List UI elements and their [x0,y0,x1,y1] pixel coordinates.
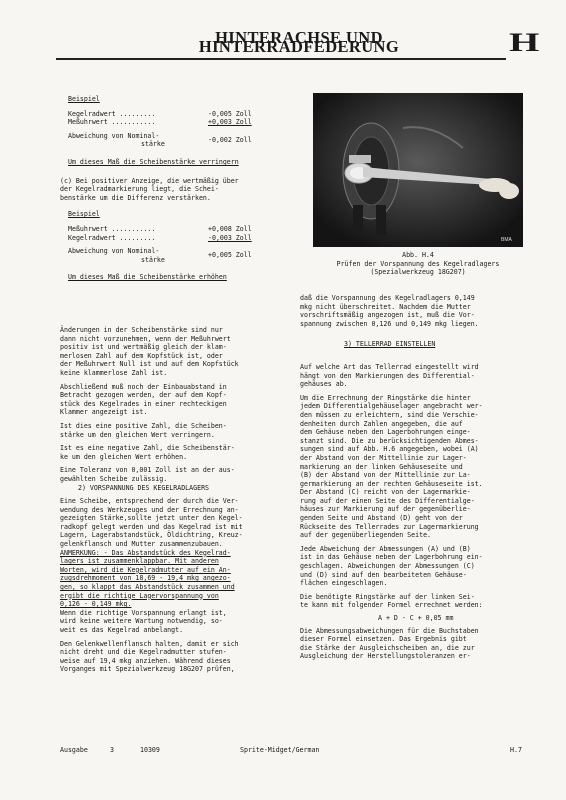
section-letter: H [509,28,540,57]
paragraph: Ist es eine negative Zahl, die Scheibenstär- ke um den gleichen Wert erhöhen. [60,444,235,461]
paragraph: Die Abmessungsabweichungen für die Buchstaben dieser Formel einsetzen. Das Ergebnis gibt die Stärke der Ausgleichscheiben an, die zur Ausgleichung der Herstellungstoleranzen er- [300,626,479,661]
photo-credit: BMA [501,237,512,243]
document-number: 10309 [140,746,160,754]
figure-photo [313,93,523,247]
figure-label: Abb. H.4 [402,251,434,259]
paragraph: Die benötigte Ringstärke auf der linken Sei- te kann mit folgender Formel errechnet werden: [300,592,483,610]
paragraph: Änderungen in der Scheibenstärke sind nur dann nicht vorzunehmen, wenn der Meßuhrwert positiv ist und wertmäßig gleich der klam- merlosen Zahl auf dem Kopfstück ist, oder der Meßuhrwert Null ist und auf dem Kopfstück keine klammerlose Zahl ist. [60,326,239,377]
section-heading: 3) TELLERRAD EINSTELLEN [344,340,436,349]
edition-number: 3 [110,746,114,754]
paragraph: Eine Toleranz von 0,001 Zoll ist an der aus- gewählten Scheibe zulässig. [60,466,235,483]
paragraph: Abschließend muß noch der Einbauabstand in Betracht gezogen werden, der auf dem Kopf- stück des Kegelrades in einer rechteckigen Klammer angezeigt ist. [60,382,227,417]
paragraph: Eine Scheibe, entsprechend der durch die Ver- wendung des Werkzeuges und der Errechnung an- gezeigten Stärke,sollte jetzt unter den Kegel- radkopf gelegt werden und das Kegelrad ist mit Lagern, Lagerabstandstück, Öldichtring, Kreuz- gelenkflansch und Mutter zusammenzubauen. [60,497,243,549]
example-1-note: Um dieses Maß die Scheibenstärke verringern [68,157,239,166]
example-2-heading: Beispiel [68,210,100,219]
section-heading: 2) VORSPANNUNG DES KEGELRADLAGERS [78,483,210,492]
left-column [60,95,300,282]
paragraph: Um die Errechnung der Ringstärke die hinter jedem Differentialgehäuselager angebracht wer- den müssen zu erleichtern, sind die Verschie- denheiten durch Zahlen angegeben, die auf dem Gehäuse neben den Lagerbohrungen einge- stanzt sind. Die zu berücksichtigenden Abmes- sungen sind auf Abb. H.6 angegeben, wobei (A) der Abstand von der Mittellinie zur Lager- markierung an der linken Gehäuseseite und (B) der Abstand von der Mittellinie zur La- germarkierung an der rechten Gehäuseseite ist. Der Abstand (C) reicht von der Lagermarkie- rung auf der einen Seite des Differentialge- häuses zur Markierung auf der gegenüberlie- genden Seite und Abstand (D) geht von der Rückseite des Tellerrades zur Lagermarkierung auf der gegenüberliegenden Seite. [300,393,483,540]
example-2-deviation: Abweichung von Nominal- stärke +0,005 Zoll [68,247,252,264]
example-2-row: Kegelradwert ......... -0,003 Zoll [68,233,252,242]
paragraph: Jede Abweichung der Abmessungen (A) und (B) ist in das Gehäuse neben der Lagerbohrung ein- geschlagen. Abweichungen der Abmessungen (C) und (D) sind auf den bearbeiteten Gehäuse- flächen eingeschlagen. [300,544,483,588]
step-c-paragraph: (c) Bei positiver Anzeige, die wertmäßig über der Kegelradmarkierung liegt, die Schei- benstärke um die Differenz verstärken. [60,176,239,202]
left-column-body [60,326,300,674]
header-rule [56,58,506,60]
paragraph: Auf welche Art das Tellerrad eingestellt wird hängt von den Markierungen des Differential- gehäuses ab. [300,362,479,389]
model-name: Sprite-Midget/German [240,746,320,754]
paragraph: Wenn die richtige Vorspannung erlangt ist, wird keine weitere Wartung notwendig, so- weit es das Kegelrad anbelangt. [60,608,227,634]
figure-caption [300,251,536,277]
page-header [0,0,566,60]
paragraph: Den Gelenkwellenflansch halten, damit er sich nicht dreht und die Kegelradmutter stufen- weise auf 19,4 mkg anziehen. Während dieses Vorganges mit Spezialwerkzeug 18G207 prüfen, [60,639,239,674]
paragraph: daß die Vorspannung des Kegelradlagers 0,149 mkg nicht überschreitet. Nachdem die Mutter vorschriftsmäßig angezogen ist, muß die Vor- spannung zwischen 0,126 und 0,149 mkg liegen. [300,294,479,328]
example-1-row: Meßuhrwert ........... +0,003 Zoll [68,118,252,127]
example-2-note: Um dieses Maß die Scheibenstärke erhöhen [68,273,227,282]
formula: A + D - C + 0,05 mm [378,614,454,622]
figure-caption-line: Prüfen der Vorspannung des Kegelradlagers [336,259,500,268]
example-1-row: Kegelradwert ......... -0,005 Zoll [68,109,252,118]
page-title: HINTERACHSE UND HINTERRADFEDERUNG [198,28,400,56]
bearing-preload-photo [313,93,523,247]
paragraph: Ist dies eine positive Zahl, die Scheiben- stärke um den gleichen Wert verringern. [60,421,227,439]
example-2-row: Meßuhrwert ........... +0,008 Zoll [68,224,252,233]
figure-caption-line: (Spezialwerkzeug 18G207) [370,268,466,277]
example-1-heading: Beispiel [68,95,100,103]
page-number: H.7 [510,746,522,754]
right-column [300,294,540,661]
example-1-deviation: Abweichung von Nominal- stärke -0,002 Zoll [68,131,252,149]
edition-label: Ausgabe [60,746,88,754]
note-paragraph: ANMERKUNG: - Das Abstandstück des Kegelrad- lagers ist zusammenklappbar. Mit anderen Worten, wird die Kegelradmutter auf ein An- zugsdrehmoment von 18,69 - 19,4 mkg angezo- gen, so klappt das Abstandstück zusammen und ergibt die richtige Lagervorspannung von 0,126 - 0,149 mkg. [60,548,235,609]
